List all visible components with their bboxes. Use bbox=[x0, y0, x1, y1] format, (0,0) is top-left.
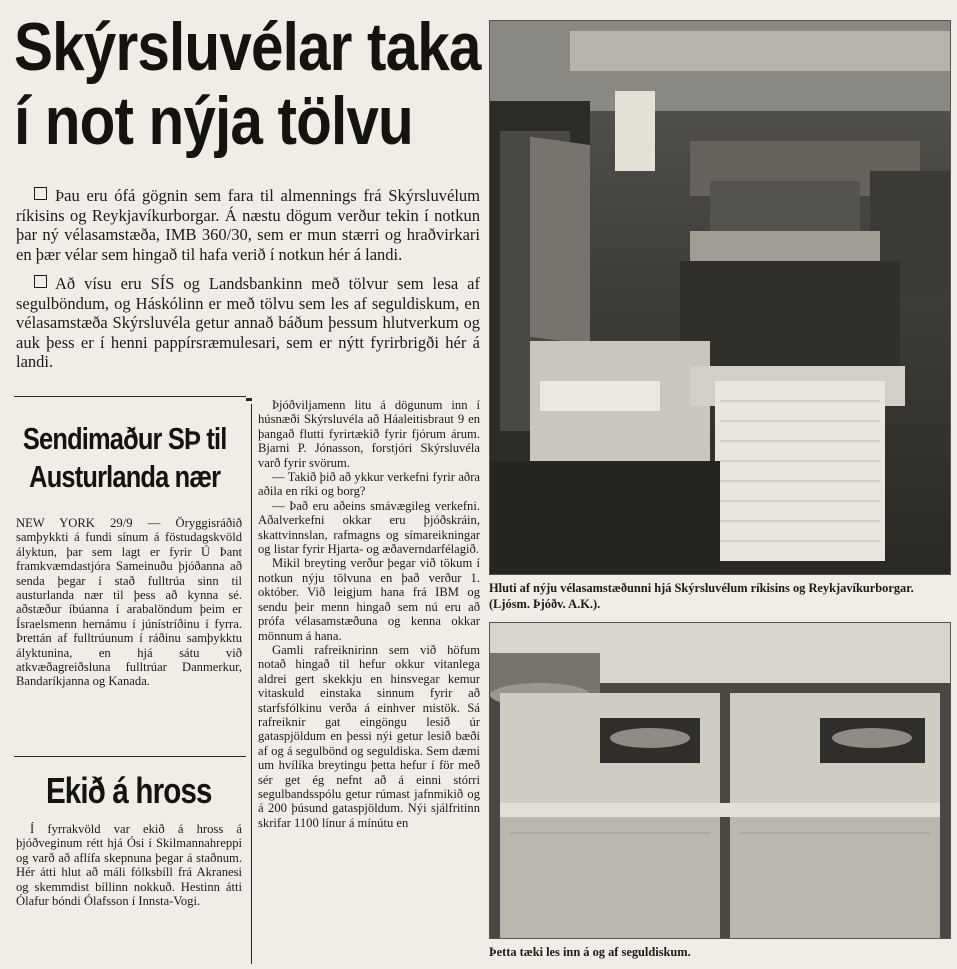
photo-disk-drives bbox=[489, 622, 951, 939]
body-paragraph: Mikil breyting verður þegar við tökum í notkun nýju tölvuna en það verður 1. október. Við leigjum hana frá IBM og sendu þeir menn hingað sem nú eru að prófa vélasamstæðuna og kenna okkar mönnum á hana. bbox=[258, 556, 480, 643]
section-divider bbox=[14, 756, 246, 757]
body-paragraph: — Takið þið að ykkur verkefni fyrir aðra aðila en ríki og borg? bbox=[258, 470, 480, 499]
section-divider bbox=[14, 396, 246, 397]
photo-computer-room-image bbox=[490, 21, 950, 574]
checkbox-square-icon bbox=[34, 275, 47, 288]
lede bbox=[16, 186, 480, 372]
lede-paragraph-1: Þau eru ófá gögnin sem fara til almennings frá Skýrsluvélum ríkisins og Reykjavíkurborgar. Á næstu dögum verður tekin í notkun þar ný vélasamstæða, IMB 360/30, sem er mun stærri og hraðvirkari en þær vélar sem hingað til hafa verið í notkun hér á landi. bbox=[16, 186, 480, 264]
lede-paragraph-2: Að vísu eru SÍS og Landsbankinn með tölvur sem lesa af segulböndum, og Háskólinn er með tölvu sem les af seguldiskum, en vélasamstæða Skýrsluvéla getur annað báðum þessum hlutverkum og auk þess er í henni pappírsræmulesari, sem er nýtt fyrirbrigði hér á landi. bbox=[16, 274, 480, 371]
divider-ornament bbox=[246, 398, 252, 401]
headline-ekid-a-hross: Ekið á hross bbox=[45, 770, 212, 811]
article-ekid-body: Í fyrrakvöld var ekið á hross á þjóðveginum rétt hjá Ósi í Skilmannahreppi og varð að aflífa skepnuna þegar á staðnum. Hér átti hlut að máli fólksbíll frá Akranesi og skemmdist bíllinn nokkuð. Hestinn átti Ólafur bóndi Ólafsson í Innsta-Vogi. bbox=[16, 822, 242, 909]
body-paragraph: Þjóðviljamenn litu á dögunum inn í húsnæði Skýrsluvéla að Háaleitisbraut 9 en þangað flutti fyrirtækið fyrir fjórum árum. Bjarni P. Jónasson, forstjóri Skýrsluvéla varð fyrir svörum. bbox=[258, 398, 480, 470]
body-paragraph: — Það eru aðeins smávægileg verkefni. Aðalverkefni okkar eru þjóðskráin, skattvinnslan, rafmagns og símareikningar og listar fyrir Hjarta- og æðaverndarfélagið. bbox=[258, 498, 480, 557]
photo-disk-drives-image bbox=[490, 623, 950, 938]
headline-sendimadur: Sendimaður SÞ til Austurlanda nær bbox=[22, 421, 227, 494]
article-sendimadur-body: NEW YORK 29/9 — Öryggisráðið samþykkti á fundi sínum á föstudagskvöld ályktun, þar sem lagt er fyrir Ú Þant framkvæmdastjóra Sameinuðu þjóðanna að senda þegar í stað fulltrúa sinn til austurlanda nær til þess að kynna sé. aðstæður íbúanna í arabalöndum þeim er Ísraelsmenn hernámu í júnístríðinu í fyrra. Þrettán af fulltrúunum í ráðinu samþykktu ályktunina, en hjá sátu við atkvæðagreiðsluna fulltrúar Danmerkur, Bandaríkjanna og Kanada. bbox=[16, 516, 242, 689]
photo-computer-room bbox=[489, 20, 951, 575]
photo-caption-bottom: Þetta tæki les inn á og af seguldiskum. bbox=[489, 945, 691, 959]
photo-caption-top: Hluti af nýju vélasamstæðunni hjá Skýrsluvélum ríkisins og Reykjavíkurborgar. (Ljósm. Þjóðv. A.K.). bbox=[489, 581, 914, 611]
main-article-body bbox=[258, 398, 480, 830]
checkbox-square-icon bbox=[34, 187, 47, 200]
column-rule bbox=[251, 404, 252, 964]
body-paragraph: Gamli rafreiknirinn sem við höfum notað hingað til hefur okkur vitanlega aldrei gert skekkju en hinsvegar kemur vitaskuld einstaka sinnum fyrir að starfsfólkinu verða á einhver mistök. Sá rafreiknir gat eingöngu lesið úr gataspjöldum en þessi nýi getur lesið bæði af og á segulbönd og seguldiska. Sem dæmi um hvílíka breytingu þetta hefur í för með sér get ég nefnt að á einni stórri segulbandsspólu getur rúmast jafnmikið og á 200 þúsund gataspjöldum. Nýi sjálfritinn skrifar 1100 línur á mínútu en bbox=[258, 642, 480, 830]
main-headline: Skýrsluvélar taka í not nýja tölvu bbox=[14, 9, 481, 159]
